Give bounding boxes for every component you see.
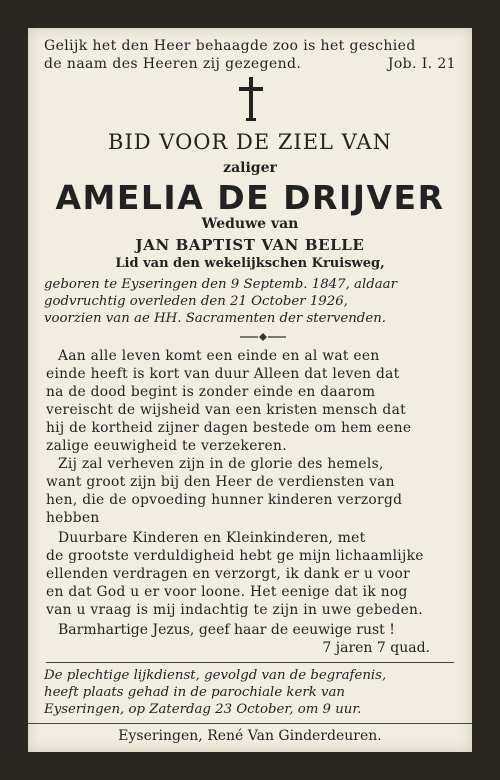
- funeral-notice-line: Eyseringen, op Zaterdag 23 October, om 9 uur.: [44, 702, 362, 717]
- funeral-notice-line: De plechtige lijkdienst, gevolgd van de begrafenis,: [44, 668, 387, 683]
- body-text-line: vereischt de wijsheid van een kristen mensch dat: [46, 402, 406, 418]
- body-text-line: hen, die de opvoeding hunner kinderen verzorgd: [46, 492, 403, 508]
- scripture-text: de naam des Heeren zij gezegend.: [44, 56, 302, 72]
- indulgence-note: 7 jaren 7 quad.: [322, 640, 430, 656]
- zaliger-label: zaliger: [223, 160, 277, 176]
- widow-label: Weduwe van: [201, 216, 299, 232]
- body-text-line: en dat God u er voor loone. Het eenige dat ik nog: [46, 584, 408, 600]
- body-text-line: hebben: [46, 510, 100, 526]
- deceased-name: AMELIA DE DRIJVER: [55, 178, 445, 217]
- memorial-card: [28, 28, 472, 752]
- body-text-line: de grootste verduldigheid hebt ge mijn lichaamlijke: [46, 548, 424, 564]
- birth-death-line-1: geboren te Eyseringen den 9 Septemb. 1847, aldaar: [44, 277, 397, 292]
- birth-death-line-2: godvruchtig overleden den 21 October 1926,: [44, 294, 348, 309]
- scripture-line-2: [44, 56, 456, 72]
- divider: [46, 662, 454, 663]
- body-text-line: einde heeft is kort van duur Alleen dat leven dat: [46, 366, 400, 382]
- body-text-line: na de dood begint is zonder einde en daarom: [46, 384, 376, 400]
- birth-death-line-3: voorzien van ae HH. Sacramenten der stervenden.: [44, 311, 386, 326]
- membership-line: Lid van den wekelijkschen Kruisweg,: [115, 256, 385, 271]
- ornament-divider: [240, 333, 286, 341]
- funeral-notice-line: heeft plaats gehad in de parochiale kerk van: [44, 685, 345, 700]
- body-text-line: want groot zijn bij den Heer de verdiensten van: [46, 474, 395, 490]
- body-text-line: van u vraag is mij indachtig te zijn in uwe gebeden.: [46, 602, 423, 618]
- closing-prayer: Barmhartige Jezus, geef haar de eeuwige rust !: [58, 622, 395, 638]
- husband-name: JAN BAPTIST VAN BELLE: [135, 236, 365, 254]
- body-text-line: hij de kortheid zijner dagen bestede om hem eene: [46, 420, 412, 436]
- divider: [28, 723, 472, 724]
- body-text-line: ellenden verdragen en verzorgt, ik dank er u voor: [46, 566, 411, 582]
- printer-imprint: Eyseringen, René Van Ginderdeuren.: [118, 728, 382, 744]
- scripture-reference: Job. I. 21: [387, 56, 456, 72]
- cross-icon: [238, 76, 264, 122]
- body-text-line: Zij zal verheven zijn in de glorie des hemels,: [58, 456, 384, 472]
- body-text-line: Aan alle leven komt een einde en al wat een: [58, 348, 380, 364]
- scripture-line-1: Gelijk het den Heer behaagde zoo is het geschied: [44, 38, 416, 54]
- body-text-line: zalige eeuwigheid te verzekeren.: [46, 438, 287, 454]
- prayer-heading: BID VOOR DE ZIEL VAN: [108, 130, 392, 154]
- body-text-line: Duurbare Kinderen en Kleinkinderen, met: [58, 530, 366, 546]
